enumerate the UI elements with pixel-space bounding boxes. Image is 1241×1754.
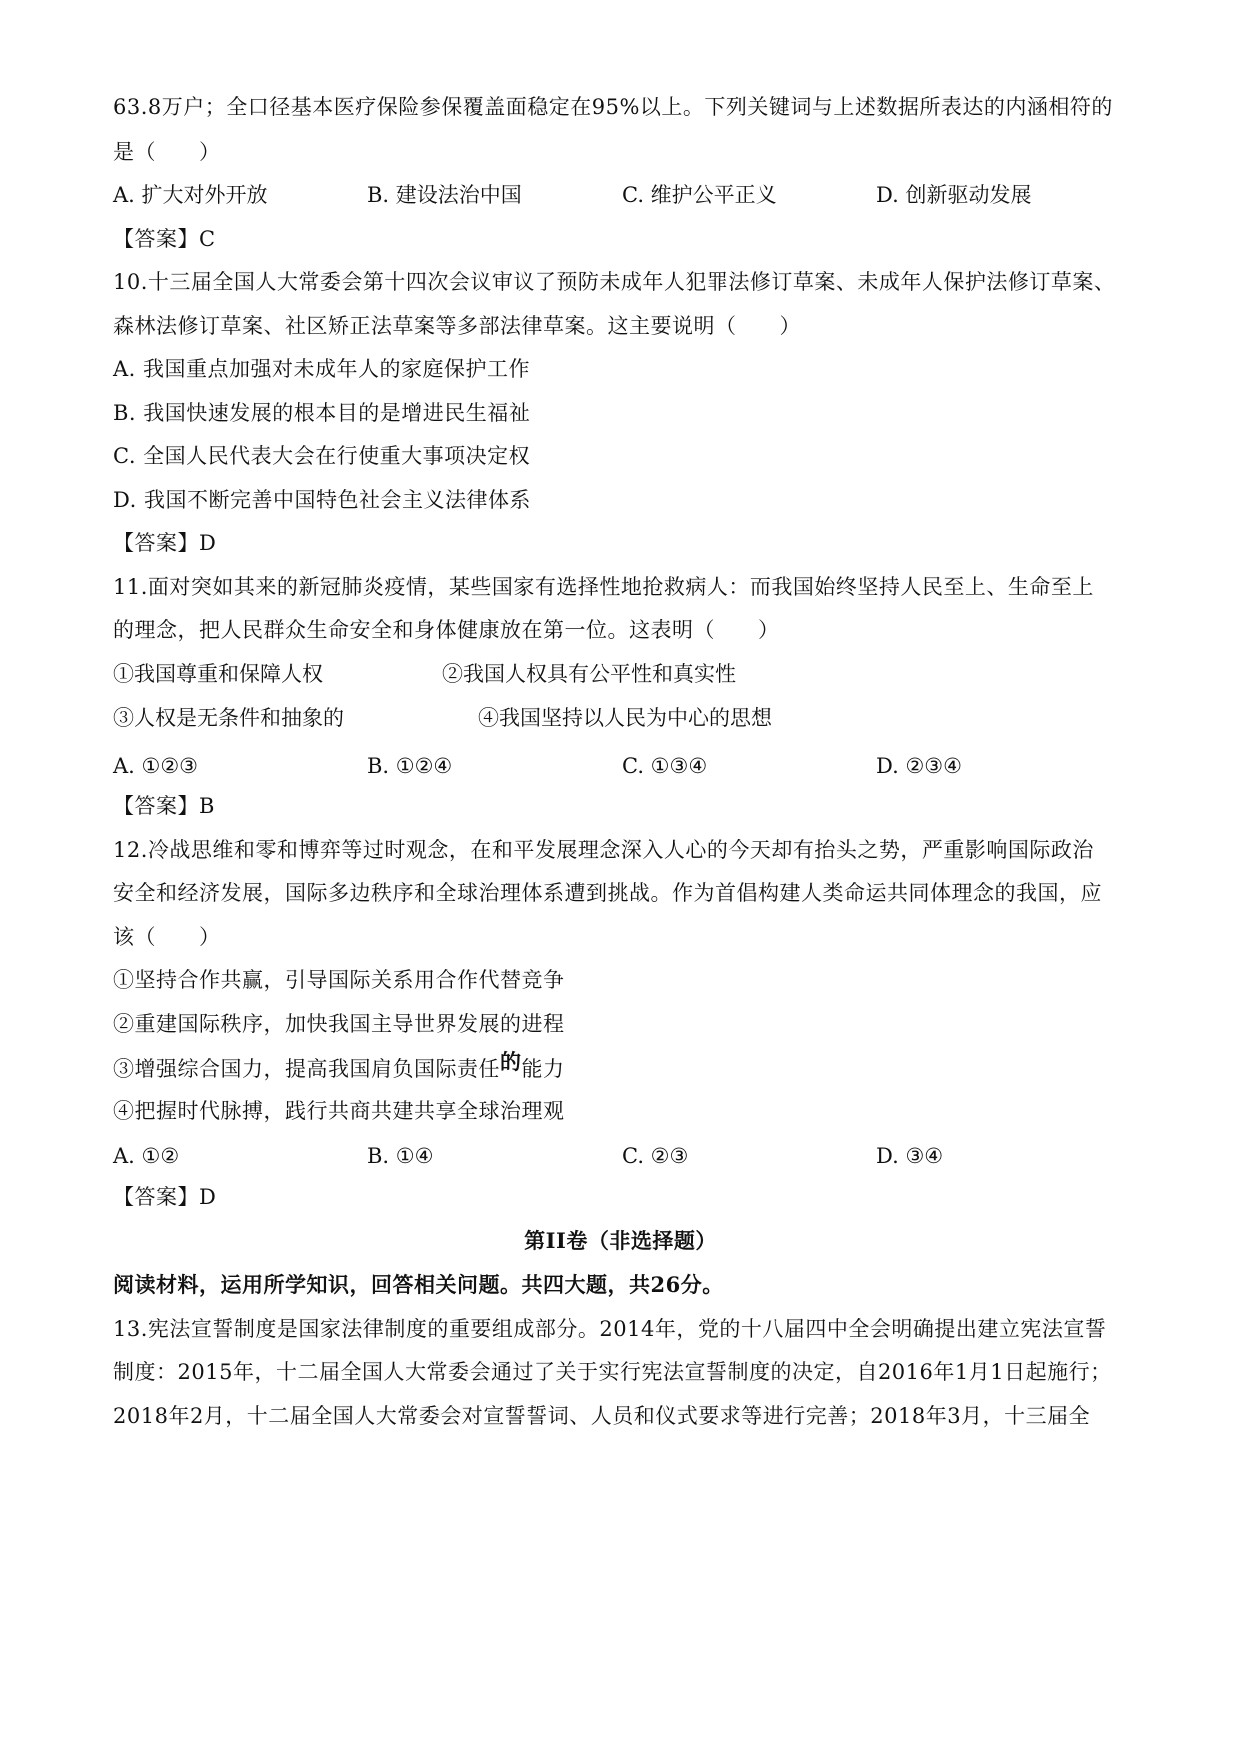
q10-option-a: A. 我国重点加强对未成年人的家庭保护工作 (113, 357, 531, 381)
section-2-title: 第II卷（非选择题） (524, 1228, 717, 1253)
q12-statement-1: ①坚持合作共赢，引导国际关系用合作代替竞争 (113, 968, 565, 992)
q12-option-c: C. ②③ (622, 1144, 689, 1168)
q13-stem-line-1: 13.宪法宣誓制度是国家法律制度的重要组成部分。2014年，党的十八届四中全会明确提出建立宪法宣誓 (113, 1317, 1107, 1341)
q9-stem-line-2: 是（ ） (113, 140, 221, 164)
q12-stem-line-2: 安全和经济发展，国际多边秩序和全球治理体系遭到挑战。作为首倡构建人类命运共同体理念的我国，应 (113, 881, 1102, 905)
q9-option-c: C. 维护公平正义 (622, 183, 777, 207)
q12-statement-3-raised-char: 的 (500, 1049, 522, 1074)
q11-option-d: D. ②③④ (876, 754, 962, 778)
q9-answer: 【答案】C (113, 227, 216, 251)
q12-answer: 【答案】D (113, 1185, 217, 1209)
q9-option-a: A. 扩大对外开放 (113, 183, 268, 207)
q9-stem-line-1: 63.8万户；全口径基本医疗保险参保覆盖面稳定在95%以上。下列关键词与上述数据所表达的内涵相符的 (113, 95, 1113, 119)
q12-statement-4: ④把握时代脉搏，践行共商共建共享全球治理观 (113, 1099, 565, 1123)
q11-option-b: B. ①②④ (367, 754, 453, 778)
q12-option-d: D. ③④ (876, 1144, 944, 1168)
q9-option-b: B. 建设法治中国 (367, 183, 522, 207)
q10-option-c: C. 全国人民代表大会在行使重大事项决定权 (113, 444, 531, 468)
q11-option-c: C. ①③④ (622, 754, 708, 778)
q12-option-a: A. ①② (113, 1144, 180, 1168)
q12-stem-line-1: 12.冷战思维和零和博弈等过时观念，在和平发展理念深入人心的今天却有抬头之势，严重影响国际政治 (113, 838, 1094, 862)
q12-option-b: B. ①④ (367, 1144, 434, 1168)
q11-statement-4: ④我国坚持以人民为中心的思想 (478, 706, 772, 730)
q11-stem-line-2: 的理念，把人民群众生命安全和身体健康放在第一位。这表明（ ） (113, 618, 780, 642)
q11-answer: 【答案】B (113, 794, 215, 818)
q10-option-b: B. 我国快速发展的根本目的是增进民生福祉 (113, 401, 531, 425)
q10-option-d: D. 我国不断完善中国特色社会主义法律体系 (113, 488, 531, 512)
q9-option-d: D. 创新驱动发展 (876, 183, 1032, 207)
q12-statement-3-tail: 能力 (521, 1057, 565, 1081)
section-2-instruction: 阅读材料，运用所学知识，回答相关问题。共四大题，共26分。 (113, 1272, 724, 1297)
q12-stem-line-3: 该（ ） (113, 925, 221, 949)
q11-statement-1: ①我国尊重和保障人权 (113, 662, 323, 686)
q11-option-a: A. ①②③ (113, 754, 198, 778)
q12-statement-3 (113, 1049, 565, 1084)
q10-stem-line-2: 森林法修订草案、社区矫正法草案等多部法律草案。这主要说明（ ） (113, 314, 801, 338)
q11-stem-line-1: 11.面对突如其来的新冠肺炎疫情，某些国家有选择性地抢救病人：而我国始终坚持人民至上、生命至上 (113, 575, 1094, 599)
q11-statement-3: ③人权是无条件和抽象的 (113, 706, 344, 730)
q12-statement-2: ②重建国际秩序，加快我国主导世界发展的进程 (113, 1012, 565, 1036)
q10-answer: 【答案】D (113, 531, 217, 555)
q12-statement-3-text: ③增强综合国力，提高我国肩负国际责任 (113, 1057, 500, 1081)
q13-stem-line-2: 制度：2015年，十二届全国人大常委会通过了关于实行宪法宣誓制度的决定，自2016年1月1日起施行； (113, 1360, 1112, 1384)
q10-stem-line-1: 10.十三届全国人大常委会第十四次会议审议了预防未成年人犯罪法修订草案、未成年人保护法修订草案、 (113, 270, 1116, 294)
q11-statement-2: ②我国人权具有公平性和真实性 (442, 662, 736, 686)
q13-stem-line-3: 2018年2月，十二届全国人大常委会对宣誓誓词、人员和仪式要求等进行完善；2018年3月，十三届全 (113, 1404, 1091, 1428)
